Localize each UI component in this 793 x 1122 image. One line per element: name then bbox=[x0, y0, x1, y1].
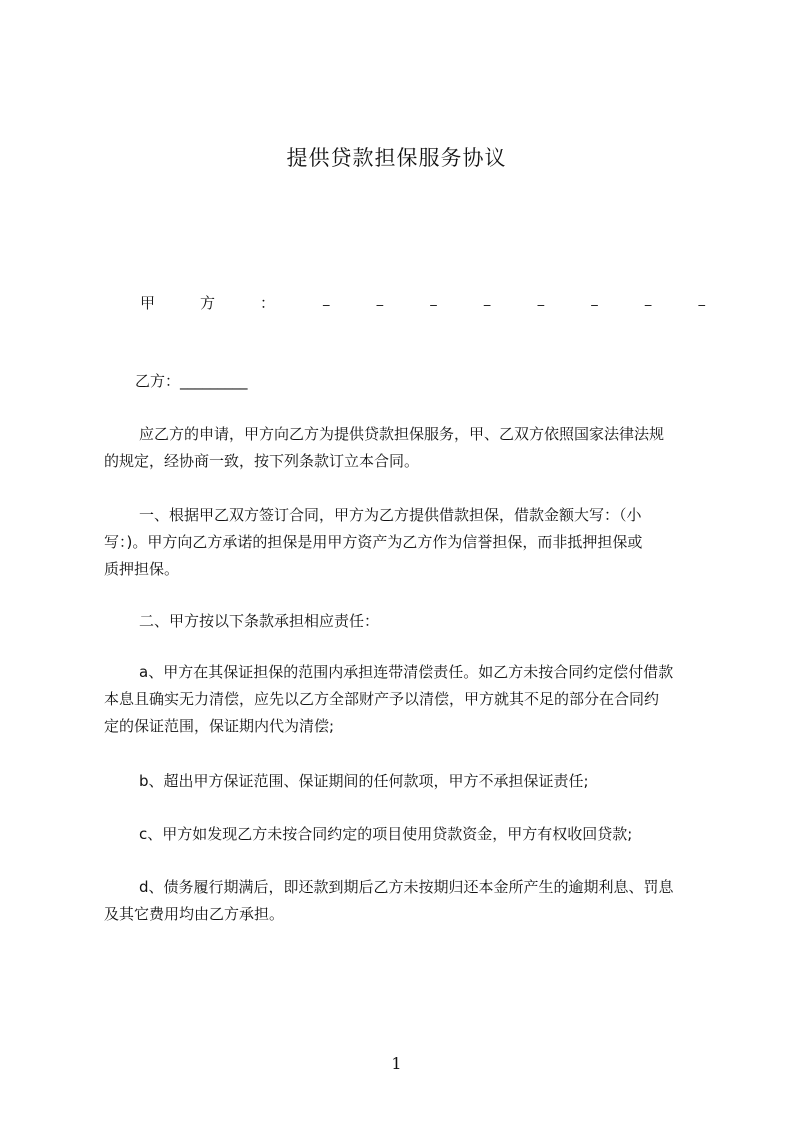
paragraph-line: 本息且确实无力清偿，应先以乙方全部财产予以清偿，甲方就其不足的部分在合同约 bbox=[104, 690, 660, 708]
party-a-label-fang: 方 bbox=[200, 294, 216, 312]
item-c-paragraph bbox=[104, 821, 708, 848]
party-a-blank-field bbox=[323, 292, 705, 316]
blank-mark: _ bbox=[430, 292, 437, 307]
item-a-paragraph bbox=[104, 659, 708, 740]
party-b-line: 乙方：_________ bbox=[135, 372, 248, 390]
paragraph-line: 及其它费用均由乙方承担。 bbox=[104, 905, 285, 923]
blank-mark: _ bbox=[644, 292, 652, 307]
page-number: 1 bbox=[391, 1054, 402, 1073]
paragraph-line: d、债务履行期满后，即还款到期后乙方未按期归还本金所产生的逾期利息、罚息 bbox=[139, 878, 674, 896]
paragraph-line: b、超出甲方保证范围、保证期间的任何款项，甲方不承担保证责任; bbox=[139, 772, 589, 790]
party-a-label-jia: 甲 bbox=[140, 294, 156, 312]
paragraph-line: 质押担保。 bbox=[104, 560, 180, 578]
document-title: 提供贷款担保服务协议 bbox=[286, 146, 507, 170]
paragraph-line: 定的保证范围，保证期内代为清偿; bbox=[104, 717, 335, 735]
paragraph-line: c、甲方如发现乙方未按合同约定的项目使用贷款资金，甲方有权收回贷款; bbox=[139, 825, 633, 843]
intro-paragraph bbox=[104, 421, 708, 475]
item-b-paragraph bbox=[104, 768, 708, 795]
clause-1-paragraph bbox=[104, 502, 708, 583]
paragraph-line: 写：)。甲方向乙方承诺的担保是用甲方资产为乙方作为信誉担保，而非抵押担保或 bbox=[104, 533, 643, 551]
clause-2-heading bbox=[104, 608, 708, 635]
blank-mark: _ bbox=[323, 292, 330, 307]
blank-mark: _ bbox=[698, 292, 705, 307]
paragraph-line: a、甲方在其保证担保的范围内承担连带清偿责任。如乙方未按合同约定偿付借款 bbox=[139, 663, 674, 681]
paragraph-line: 的规定，经协商一致，按下列条款订立本合同。 bbox=[104, 452, 420, 470]
paragraph-line: 二、甲方按以下条款承担相应责任： bbox=[139, 612, 380, 630]
paragraph-line: 一、根据甲乙双方签订合同，甲方为乙方提供借款担保，借款金额大写：（小 bbox=[139, 506, 642, 524]
item-d-paragraph bbox=[104, 874, 708, 928]
blank-mark: _ bbox=[537, 292, 545, 307]
blank-mark: _ bbox=[483, 292, 491, 307]
party-a-line bbox=[138, 292, 708, 316]
blank-mark: _ bbox=[591, 292, 598, 307]
paragraph-line: 应乙方的申请，甲方向乙方为提供贷款担保服务，甲、乙双方依照国家法律法规 bbox=[139, 425, 665, 443]
blank-mark: _ bbox=[376, 292, 384, 307]
party-a-colon: ： bbox=[260, 294, 276, 312]
